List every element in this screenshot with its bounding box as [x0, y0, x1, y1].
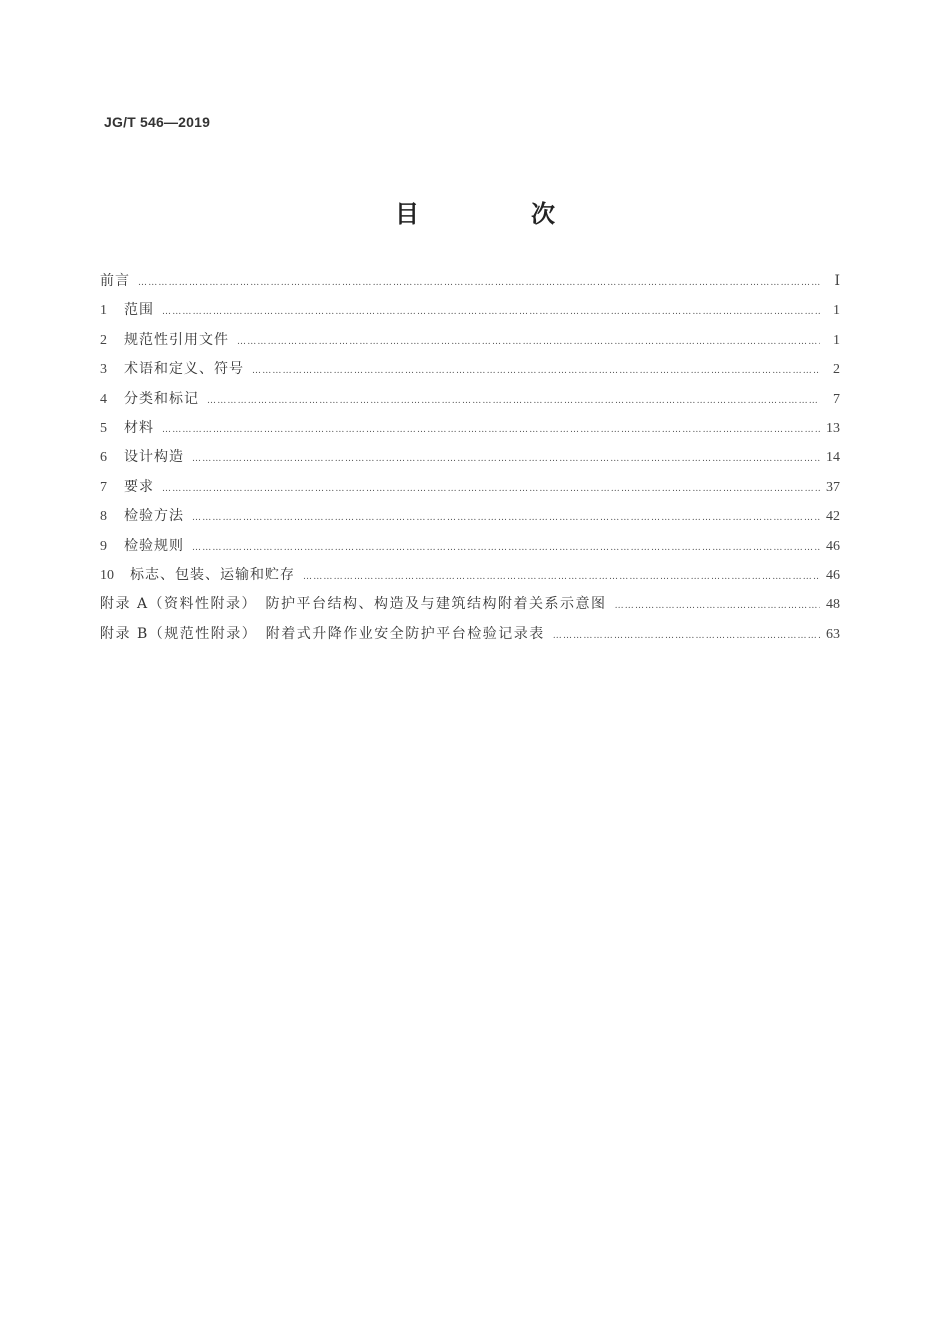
toc-leader-dots — [192, 455, 820, 464]
toc-entry-label: 规范性引用文件 — [124, 331, 229, 348]
toc-entry-number: 5 — [100, 420, 107, 436]
toc-entry-foreword[interactable] — [100, 270, 840, 299]
toc-entry-number: 8 — [100, 509, 107, 525]
toc-leader-dots — [553, 632, 820, 641]
toc-leader-dots — [303, 573, 820, 582]
toc-entry-label: 附录 B（规范性附录） 附着式升降作业安全防护平台检验记录表 — [100, 625, 545, 642]
toc-entry-2[interactable] — [100, 329, 840, 358]
toc-entry-page: 46 — [826, 567, 840, 583]
toc-leader-dots — [192, 544, 820, 553]
toc-entry-label: 检验规则 — [124, 537, 184, 554]
toc-entry-label: 分类和标记 — [124, 390, 199, 407]
toc-entry-number: 3 — [100, 362, 107, 378]
toc-entry-label: 术语和定义、符号 — [124, 361, 244, 378]
toc-entry-page: 42 — [826, 509, 840, 525]
toc-leader-dots — [162, 308, 820, 317]
toc-entry-label: 设计构造 — [124, 449, 184, 466]
toc-entry-number: 10 — [100, 567, 114, 583]
toc-entry-label: 附录 A（资料性附录） 防护平台结构、构造及与建筑结构附着关系示意图 — [100, 596, 607, 613]
toc-entry-number: 2 — [100, 332, 107, 348]
toc-entry-page: 63 — [826, 626, 840, 642]
toc-entry-page: 37 — [826, 479, 840, 495]
toc-entry-1[interactable] — [100, 299, 840, 328]
toc-leader-dots — [615, 602, 820, 611]
toc-entry-label: 材料 — [124, 419, 154, 436]
toc-entry-number: 6 — [100, 450, 107, 466]
toc-entry-8[interactable] — [100, 505, 840, 534]
toc-entry-4[interactable] — [100, 388, 840, 417]
toc-entry-label: 要求 — [124, 478, 154, 495]
toc-entry-3[interactable] — [100, 358, 840, 387]
standard-code: JG/T 546—2019 — [104, 114, 211, 130]
toc-entry-10[interactable] — [100, 564, 840, 593]
toc-leader-dots — [138, 279, 820, 288]
toc-entry-number: 9 — [100, 538, 107, 554]
toc-leader-dots — [162, 426, 820, 435]
toc-entry-label: 前言 — [100, 273, 130, 289]
toc-entry-page: Ⅰ — [834, 274, 840, 289]
toc-entry-page: 13 — [826, 420, 840, 436]
page-title: 目 次 — [395, 200, 599, 228]
toc-entry-number: 7 — [100, 479, 107, 495]
toc-leader-dots — [252, 367, 820, 376]
toc-leader-dots — [207, 397, 820, 406]
toc-leader-dots — [162, 485, 820, 494]
toc-entry-appendix-b[interactable] — [100, 623, 840, 652]
toc-entry-page: 48 — [826, 597, 840, 613]
toc-entry-6[interactable] — [100, 446, 840, 475]
toc-entry-page: 1 — [833, 332, 840, 348]
toc-entry-page: 46 — [826, 538, 840, 554]
toc-entry-page: 14 — [826, 450, 840, 466]
toc-entry-9[interactable] — [100, 535, 840, 564]
toc-entry-number: 4 — [100, 391, 107, 407]
toc-entry-label: 标志、包装、运输和贮存 — [130, 566, 295, 583]
toc-entry-appendix-a[interactable] — [100, 593, 840, 622]
toc-entry-5[interactable] — [100, 417, 840, 446]
toc-leader-dots — [192, 514, 820, 523]
toc-entry-number: 1 — [100, 303, 107, 319]
toc-entry-7[interactable] — [100, 476, 840, 505]
toc-entry-label: 范围 — [124, 302, 154, 319]
toc-entry-page: 7 — [833, 391, 840, 407]
toc-entry-label: 检验方法 — [124, 508, 184, 525]
table-of-contents — [100, 270, 840, 652]
toc-leader-dots — [237, 338, 820, 347]
toc-entry-page: 2 — [833, 362, 840, 378]
toc-entry-page: 1 — [833, 303, 840, 319]
